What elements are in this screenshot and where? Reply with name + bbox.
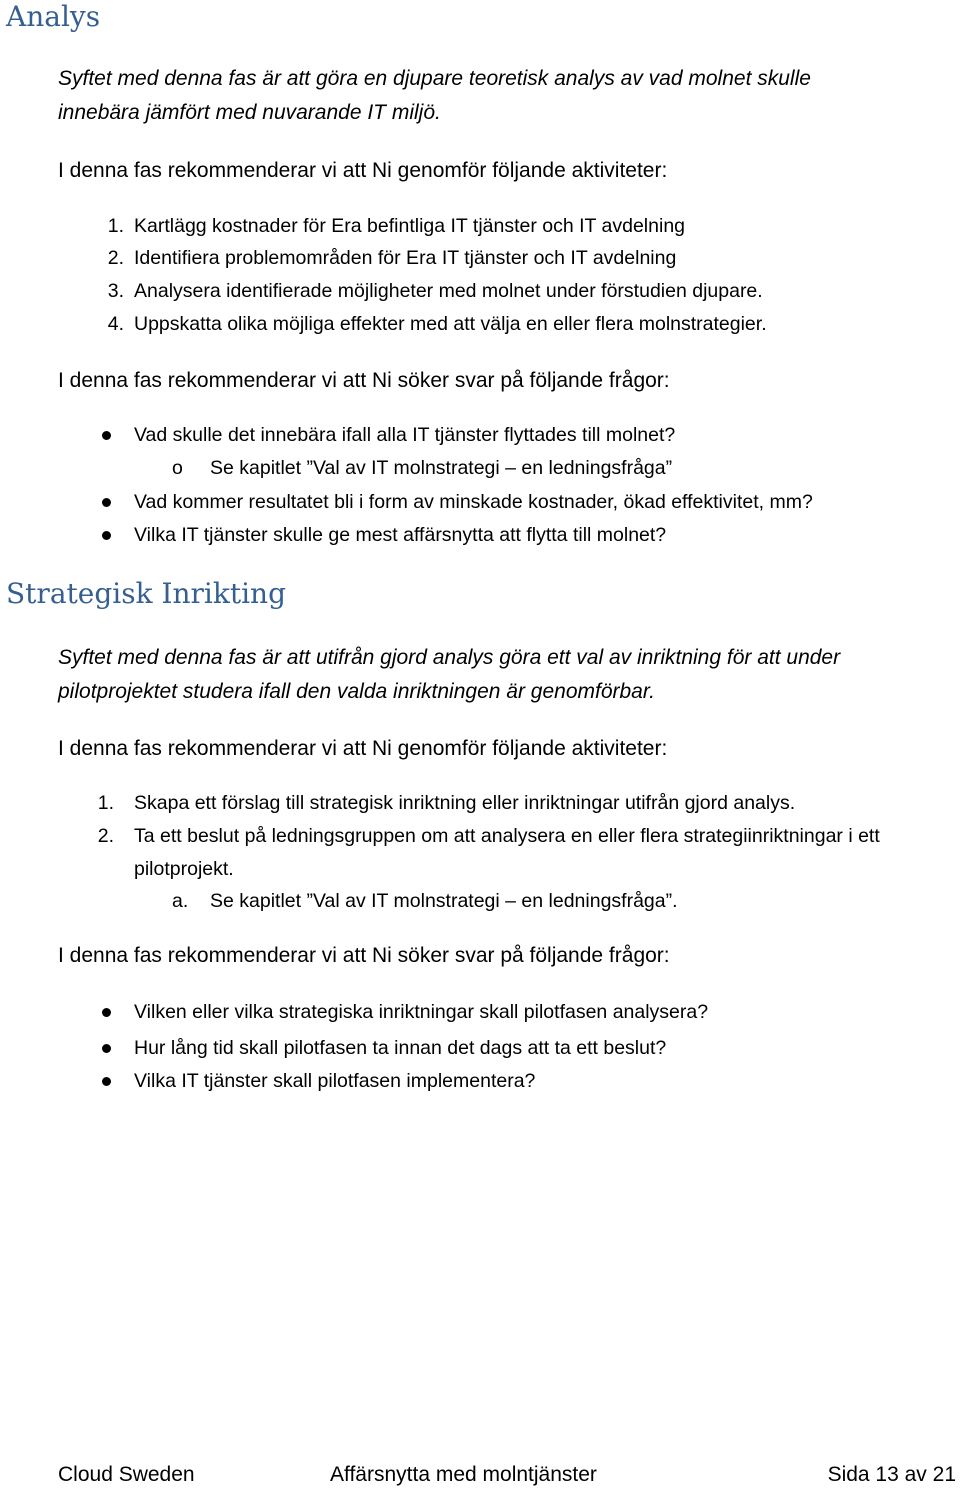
analys-activities-lead: I denna fas rekommenderar vi att Ni genomför följande aktiviteter: [58,159,668,182]
sub-marker: o [172,457,183,479]
sub-note: Se kapitlet ”Val av IT molnstrategi – en ledningsfråga”. [210,890,678,912]
analys-heading: Analys [6,0,101,33]
sub-marker: a. [172,890,189,912]
bullet-icon [102,1008,111,1017]
strategisk-intro-line2: pilotprojektet studera ifall den valda inriktningen är genomförbar. [58,680,655,703]
analys-intro-line1: Syftet med denna fas är att göra en djupare teoretisk analys av vad molnet skulle [58,67,811,90]
footer-page-number: Sida 13 av 21 [827,1463,956,1486]
strategisk-intro-line1: Syftet med denna fas är att utifrån gjord analys göra ett val av inriktning för att under [58,646,841,669]
strategisk-heading: Strategisk Inrikting [6,577,287,610]
bullet-icon [102,1044,111,1053]
strategisk-activities-lead: I denna fas rekommenderar vi att Ni genomför följande aktiviteter: [58,737,668,760]
bullet-icon [102,431,111,440]
bullet-icon [102,531,111,540]
list-item-continuation: pilotprojekt. [134,858,234,880]
footer-title: Affärsnytta med molntjänster [330,1463,597,1486]
bullet-icon [102,1077,111,1086]
sub-note: Se kapitlet ”Val av IT molnstrategi – en ledningsfråga” [210,457,673,479]
strategisk-questions-lead: I denna fas rekommenderar vi att Ni söker svar på följande frågor: [58,944,670,967]
footer-company: Cloud Sweden [58,1463,195,1486]
analys-intro-line2: innebära jämfört med nuvarande IT miljö. [58,101,441,124]
analys-questions-lead: I denna fas rekommenderar vi att Ni söker svar på följande frågor: [58,369,670,392]
bullet-icon [102,498,111,507]
